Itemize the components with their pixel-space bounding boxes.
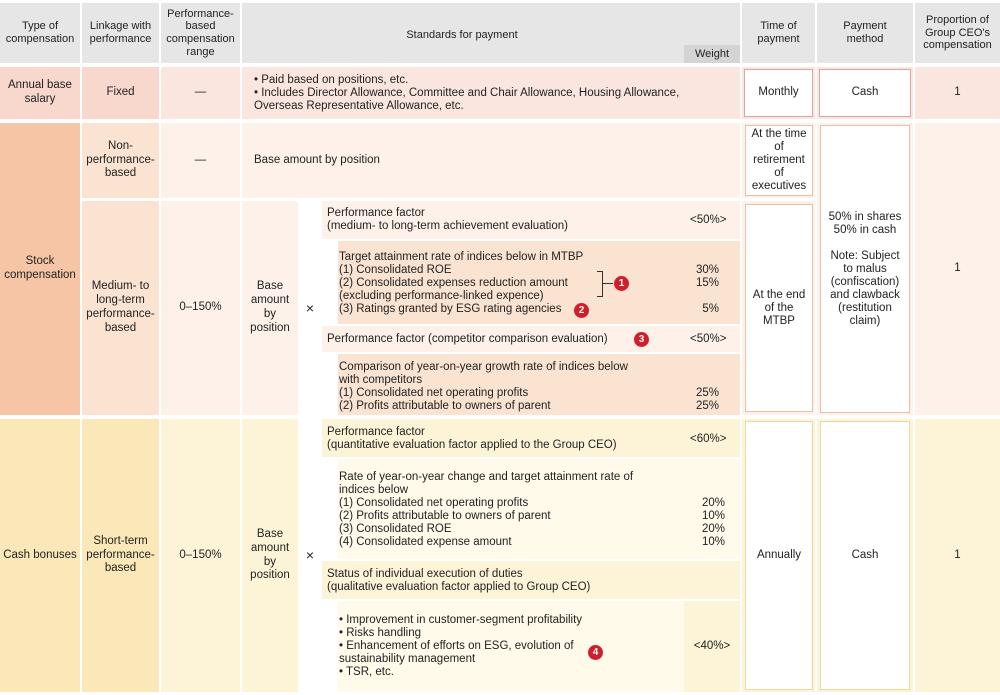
annual-time: Monthly [744,69,813,117]
stock-pf1-indent [322,241,338,324]
cash-pf-weight: <60%> [690,433,727,445]
cash-ind-title: Status of individual execution of duties (qualitative evaluation factor applied to Group CEO) [327,568,591,593]
cash-ind-items: • Improvement in customer-segment profitability • Risks handling • Enhancement of efforts on ESG, evolution of sustainability management • TSR, etc. [339,614,583,678]
cash-pf-body [322,459,740,559]
header-method: Payment method [817,3,913,63]
stock-mid-times: × [305,299,315,316]
stock-pf1-body [322,241,740,324]
badge-4: 4 [588,645,603,660]
header-time: Time of payment [742,3,815,63]
stock-nonperf-standards: Base amount by position [242,123,740,198]
annual-standards-cell [242,67,740,119]
stock-mid-range: 0–150% [161,201,240,415]
stock-pf2-weight: <50%> [690,333,727,345]
stock-nonperf-linkage: Non- performance- based [82,123,159,198]
cash-ind-head [322,561,740,599]
cash-range: 0–150% [161,419,240,692]
header-type: Type of compensation [0,3,80,63]
cash-pf-title: Performance factor (quantitative evaluation factor applied to the Group CEO) [327,426,617,451]
stock-method: 50% in shares 50% in cash Note: Subject to malus (confiscation) and clawback (restitution claim) [820,125,910,413]
annual-method: Cash [819,69,911,117]
stock-nonperf-range: — [161,123,240,198]
cash-pf-items: Rate of year-on-year change and target attainment rate of indices below (1) Consolidated net operating profits (2) Profits attributable to owners of parent (3) Consolidated ROE (4) Consolidated expense amount [339,471,634,548]
badge-3: 3 [634,332,649,347]
stock-pf2-body [322,354,740,415]
header-standards: Standards for payment [406,29,518,41]
bracket [597,271,603,297]
badge-1: 1 [614,276,629,291]
annual-proportion: 1 [915,67,1000,119]
annual-type: Annual base salary [0,67,80,119]
cash-times: × [305,547,315,564]
cash-linkage: Short-term performance- based [82,419,159,692]
stock-nonperf-time: At the time of retirement of executives [745,125,813,196]
cash-ind-weight: <40%> [684,601,740,692]
header-standards-cell [242,3,740,63]
header-linkage: Linkage with performance [82,3,159,63]
stock-pf1-title: Performance factor (medium- to long-term achievement evaluation) [327,207,568,232]
stock-pf2-items: Comparison of year-on-year growth rate of indices below with competitors (1) Consolidated net operating profits (2) Profits attributable to owners of parent [339,361,628,412]
stock-proportion: 1 [915,123,1000,415]
bracket-line [603,283,613,284]
header-weight: Weight [684,45,740,63]
cash-type: Cash bonuses [0,419,80,692]
annual-range: — [161,67,240,119]
cash-base: Base amount by position [242,419,298,692]
header-proportion: Proportion of Group CEO's compensation [915,3,1000,63]
stock-pf1-weight: <50%> [690,214,727,226]
stock-pf2-indent [322,354,338,415]
badge-2: 2 [574,303,589,318]
cash-pf-indent [322,459,338,559]
stock-pf1-weights: 30% 15% 5% [695,264,719,315]
cash-time: Annually [745,421,813,690]
stock-pf2-head [322,326,740,352]
stock-type: Stock compensation [0,123,80,415]
stock-mid-time: At the end of the MTBP [745,204,813,412]
stock-pf2-title: Performance factor (competitor comparison evaluation) [327,333,608,345]
cash-proportion: 1 [915,419,1000,692]
cash-ind-body [322,601,684,692]
stock-pf1-head [322,201,740,239]
annual-standards: • Paid based on positions, etc. • Includes Director Allowance, Committee and Chair Allowance, Housing Allowance, Overseas Representative Allowance, etc. [254,74,680,112]
stock-pf2-weights: 25% 25% [695,387,719,412]
annual-linkage: Fixed [82,67,159,119]
cash-pf-head [322,419,740,457]
stock-mid-linkage: Medium- to long-term performance- based [82,201,159,415]
cash-method: Cash [820,421,910,690]
header-range: Performance- based compensation range [161,3,240,63]
stock-pf1-items: Target attainment rate of indices below in MTBP (1) Consolidated ROE (2) Consolidated expenses reduction amount (excluding performance-linked expence) (3) Ratings granted by ESG rating agencies [339,251,584,315]
stock-mid-base: Base amount by position [242,201,298,415]
cash-ind-indent [322,601,338,692]
cash-pf-weights: 20% 10% 20% 10% [701,497,725,548]
